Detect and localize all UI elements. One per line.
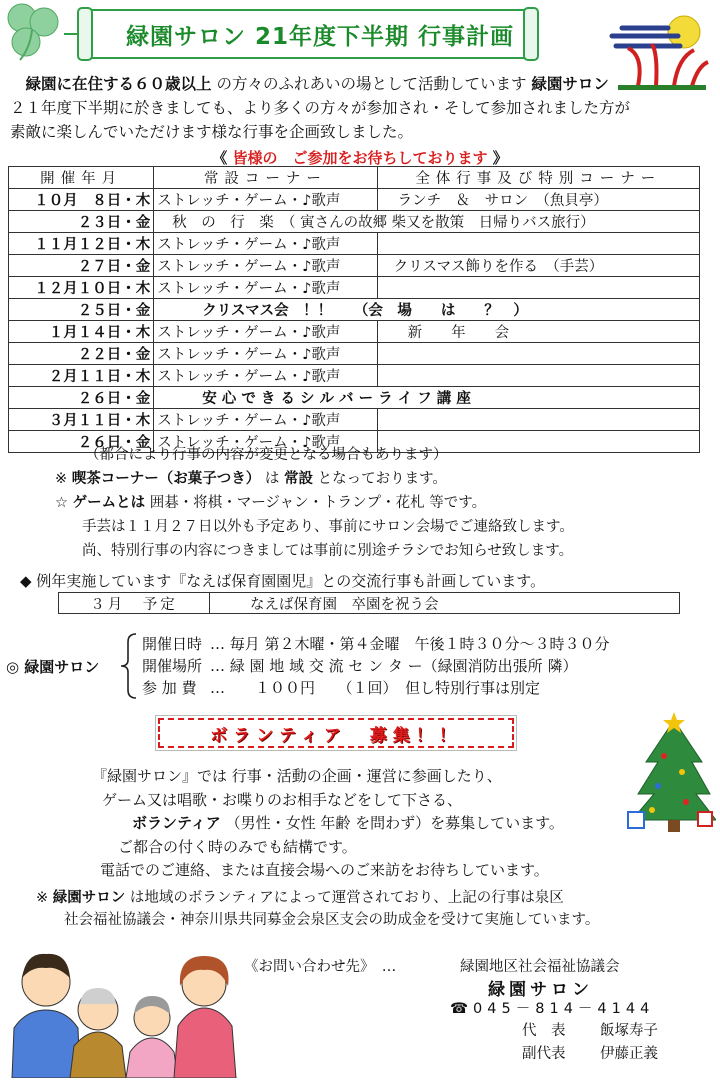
row-date: １０月 ８日・木 [9,189,154,211]
row-date: ２２日・金 [9,343,154,365]
salon-fee [142,677,610,699]
row-date: １月１４日・木 [9,321,154,343]
row-regular: ストレッチ・ゲーム・♪歌声 [154,343,377,365]
cafe-note [55,467,715,491]
vice-representative-role: 副代表 [522,1046,566,1062]
salon-label: ◎ 緑園サロン [6,658,100,676]
footnote-mark: ※ [36,890,49,906]
exchange-event: なえば保育園 卒園を祝う会 [250,596,439,613]
row-special: 新 年 会 [377,321,699,343]
row-regular: ストレッチ・ゲーム・♪歌声 [154,431,377,453]
change-notice: （都合により行事の内容が変更となる場合もあります） [85,447,448,463]
info-label: 開催場所 [142,657,203,675]
info-value: … １００円 （１回） 但し特別行事は別定 [210,679,541,697]
representative-name: 飯塚寿子 [600,1023,658,1039]
salon-info [142,633,610,699]
header-regular: 常設コーナー [154,167,377,189]
table-row [9,299,700,321]
table-row [9,277,700,299]
intro-line-2: ２１年度下半期に於きましても、より多くの方々が参加され・そして参加されました方が [10,99,631,117]
row-date: ３月１１日・木 [9,409,154,431]
table-row [9,343,700,365]
row-regular: ストレッチ・ゲーム・♪歌声 [154,189,377,211]
welcome-text: 皆様の ご参加をお待ちしております [232,149,488,167]
vol-line-1: 『緑園サロン』では 行事・活動の企画・運営に参画したり、 [92,767,502,785]
row-full-event: 秋 の 行 楽 （ 寅さんの故郷 柴又を散策 日帰りバス旅行） [154,211,700,233]
table-row [9,189,700,211]
row-date: ２３日・金 [9,211,154,233]
contact-label: 《お問い合わせ先》 … [244,959,397,975]
footnote-salon: 緑園サロン [52,890,126,906]
row-date: ２７日・金 [9,255,154,277]
note-mark: ※ [55,471,68,487]
intro-purpose-text: の方々のふれあいの場として活動しています [216,75,527,93]
salon-venue [142,655,610,677]
table-header-row [9,167,700,189]
table-row [9,387,700,409]
note-star: ☆ [55,495,68,511]
row-regular: ストレッチ・ゲーム・♪歌声 [154,321,377,343]
footnote [36,887,716,931]
cafe-mid-text: は [264,471,280,487]
vol-line-5: 電話でのご連絡、または直接会場へのご来訪をお待ちしています。 [100,861,549,879]
row-special: ランチ ＆ サロン （魚貝亭） [377,189,699,211]
exchange-heading: ◆ 例年実施しています『なえば保育園園児』との交流行事も計画しています。 [20,572,546,590]
exchange-month: ３月 予定 [90,596,178,613]
brace-icon [118,632,140,700]
row-regular: ストレッチ・ゲーム・♪歌声 [154,409,377,431]
vol-line-2: ゲーム又は唱歌・お喋りのお相手などをして下さる、 [102,790,463,809]
contact-salon-name: 緑園サロン [488,980,593,1000]
row-regular: ストレッチ・ゲーム・♪歌声 [154,255,377,277]
row-date: ２６日・金 [9,431,154,453]
intro-line-3: 素敵に楽しんでいただけます様な行事を企画致しました。 [10,123,414,141]
row-special [377,233,699,255]
game-text: 囲碁・将棋・マージャン・トランプ・花札 等です。 [149,495,487,511]
vol-bold-text: ボランティア [132,814,221,832]
vol-line-3 [92,812,652,836]
row-special: クリスマス飾りを作る （手芸） [377,255,699,277]
footnote-line-2: 社会福祉協議会・神奈川県共同募金会泉区支会の助成金を受けて実施しています。 [64,912,600,928]
game-label: ゲームとは [72,495,146,511]
row-regular: ストレッチ・ゲーム・♪歌声 [154,365,377,387]
welcome-message [0,147,720,168]
info-label: 開催日時 [142,635,203,653]
family-illustration [6,944,242,1078]
volunteer-banner: ボランティア 募集！！ [158,718,514,748]
vol-rest-text: （男性・女性 年齢 を問わず）を募集しています。 [225,814,564,832]
contact-phone: ☎045－814－4144 [450,1001,655,1017]
row-special [377,365,699,387]
salon-datetime [142,633,610,655]
contact-organization: 緑園地区社会福祉協議会 [460,959,620,975]
row-full-event: 安 心 で き る シ ル バ ー ラ イ フ 講 座 [154,387,700,409]
row-special [377,343,699,365]
intro-salon-name: 緑園サロン [531,75,609,93]
vol-line-4: ご都合の付く時のみでも結構です。 [118,837,357,856]
welcome-open: 《 [212,149,228,167]
table-row [9,255,700,277]
welcome-close: 》 [492,149,508,167]
exchange-box [58,592,680,614]
row-regular: ストレッチ・ゲーム・♪歌声 [154,277,377,299]
info-label: 参 加 費 [142,679,197,697]
special-note: 尚、特別行事の内容につきましては事前に別途チラシでお知らせ致します。 [82,543,574,559]
footnote-line-1 [36,887,716,909]
row-date: １１月１２日・木 [9,233,154,255]
cafe-corner-text: 喫茶コーナー（お菓子つき） [71,471,261,487]
cafe-permanent-text: 常設 [283,471,313,487]
cafe-end-text: となっております。 [317,471,447,487]
christmas-tree-icon [624,712,716,836]
table-row [9,321,700,343]
craft-note: 手芸は１１月２７日以外も予定あり、事前にサロン会場でご連絡致します。 [82,519,574,535]
row-date: ２６日・金 [9,387,154,409]
volunteer-text [92,765,652,883]
row-date: ２月１１日・木 [9,365,154,387]
table-row [9,365,700,387]
intro-age-text: 緑園に在住する６０歳以上 [25,75,212,93]
table-row [9,233,700,255]
row-date: ２５日・金 [9,299,154,321]
info-value: … 緑 園 地 域 交 流 セ ン タ ー（緑園消防出張所 隣） [210,657,578,675]
table-row [9,211,700,233]
table-row [9,409,700,431]
vice-representative-name: 伊藤正義 [600,1046,658,1062]
schedule-notes [55,443,715,563]
event-schedule-table [8,166,700,453]
row-full-event: クリスマス会 ！！ （会 場 は ？ ） [154,299,700,321]
intro-paragraph [10,72,700,144]
game-note [55,491,715,515]
info-value: … 毎月 第２木曜・第４金曜 午後１時３０分～３時３０分 [210,635,610,653]
footnote-text-1: は地域のボランティアによって運営されており、上記の行事は泉区 [129,890,564,906]
header-special: 全体行事及び特別コーナー [377,167,699,189]
row-special [377,409,699,431]
page-title: 緑園サロン 21年度下半期 行事計画 [125,23,515,50]
representative-role: 代 表 [522,1023,566,1039]
header-date: 開催年月 [9,167,154,189]
row-date: １２月１０日・木 [9,277,154,299]
row-regular: ストレッチ・ゲーム・♪歌声 [154,233,377,255]
row-special [377,277,699,299]
